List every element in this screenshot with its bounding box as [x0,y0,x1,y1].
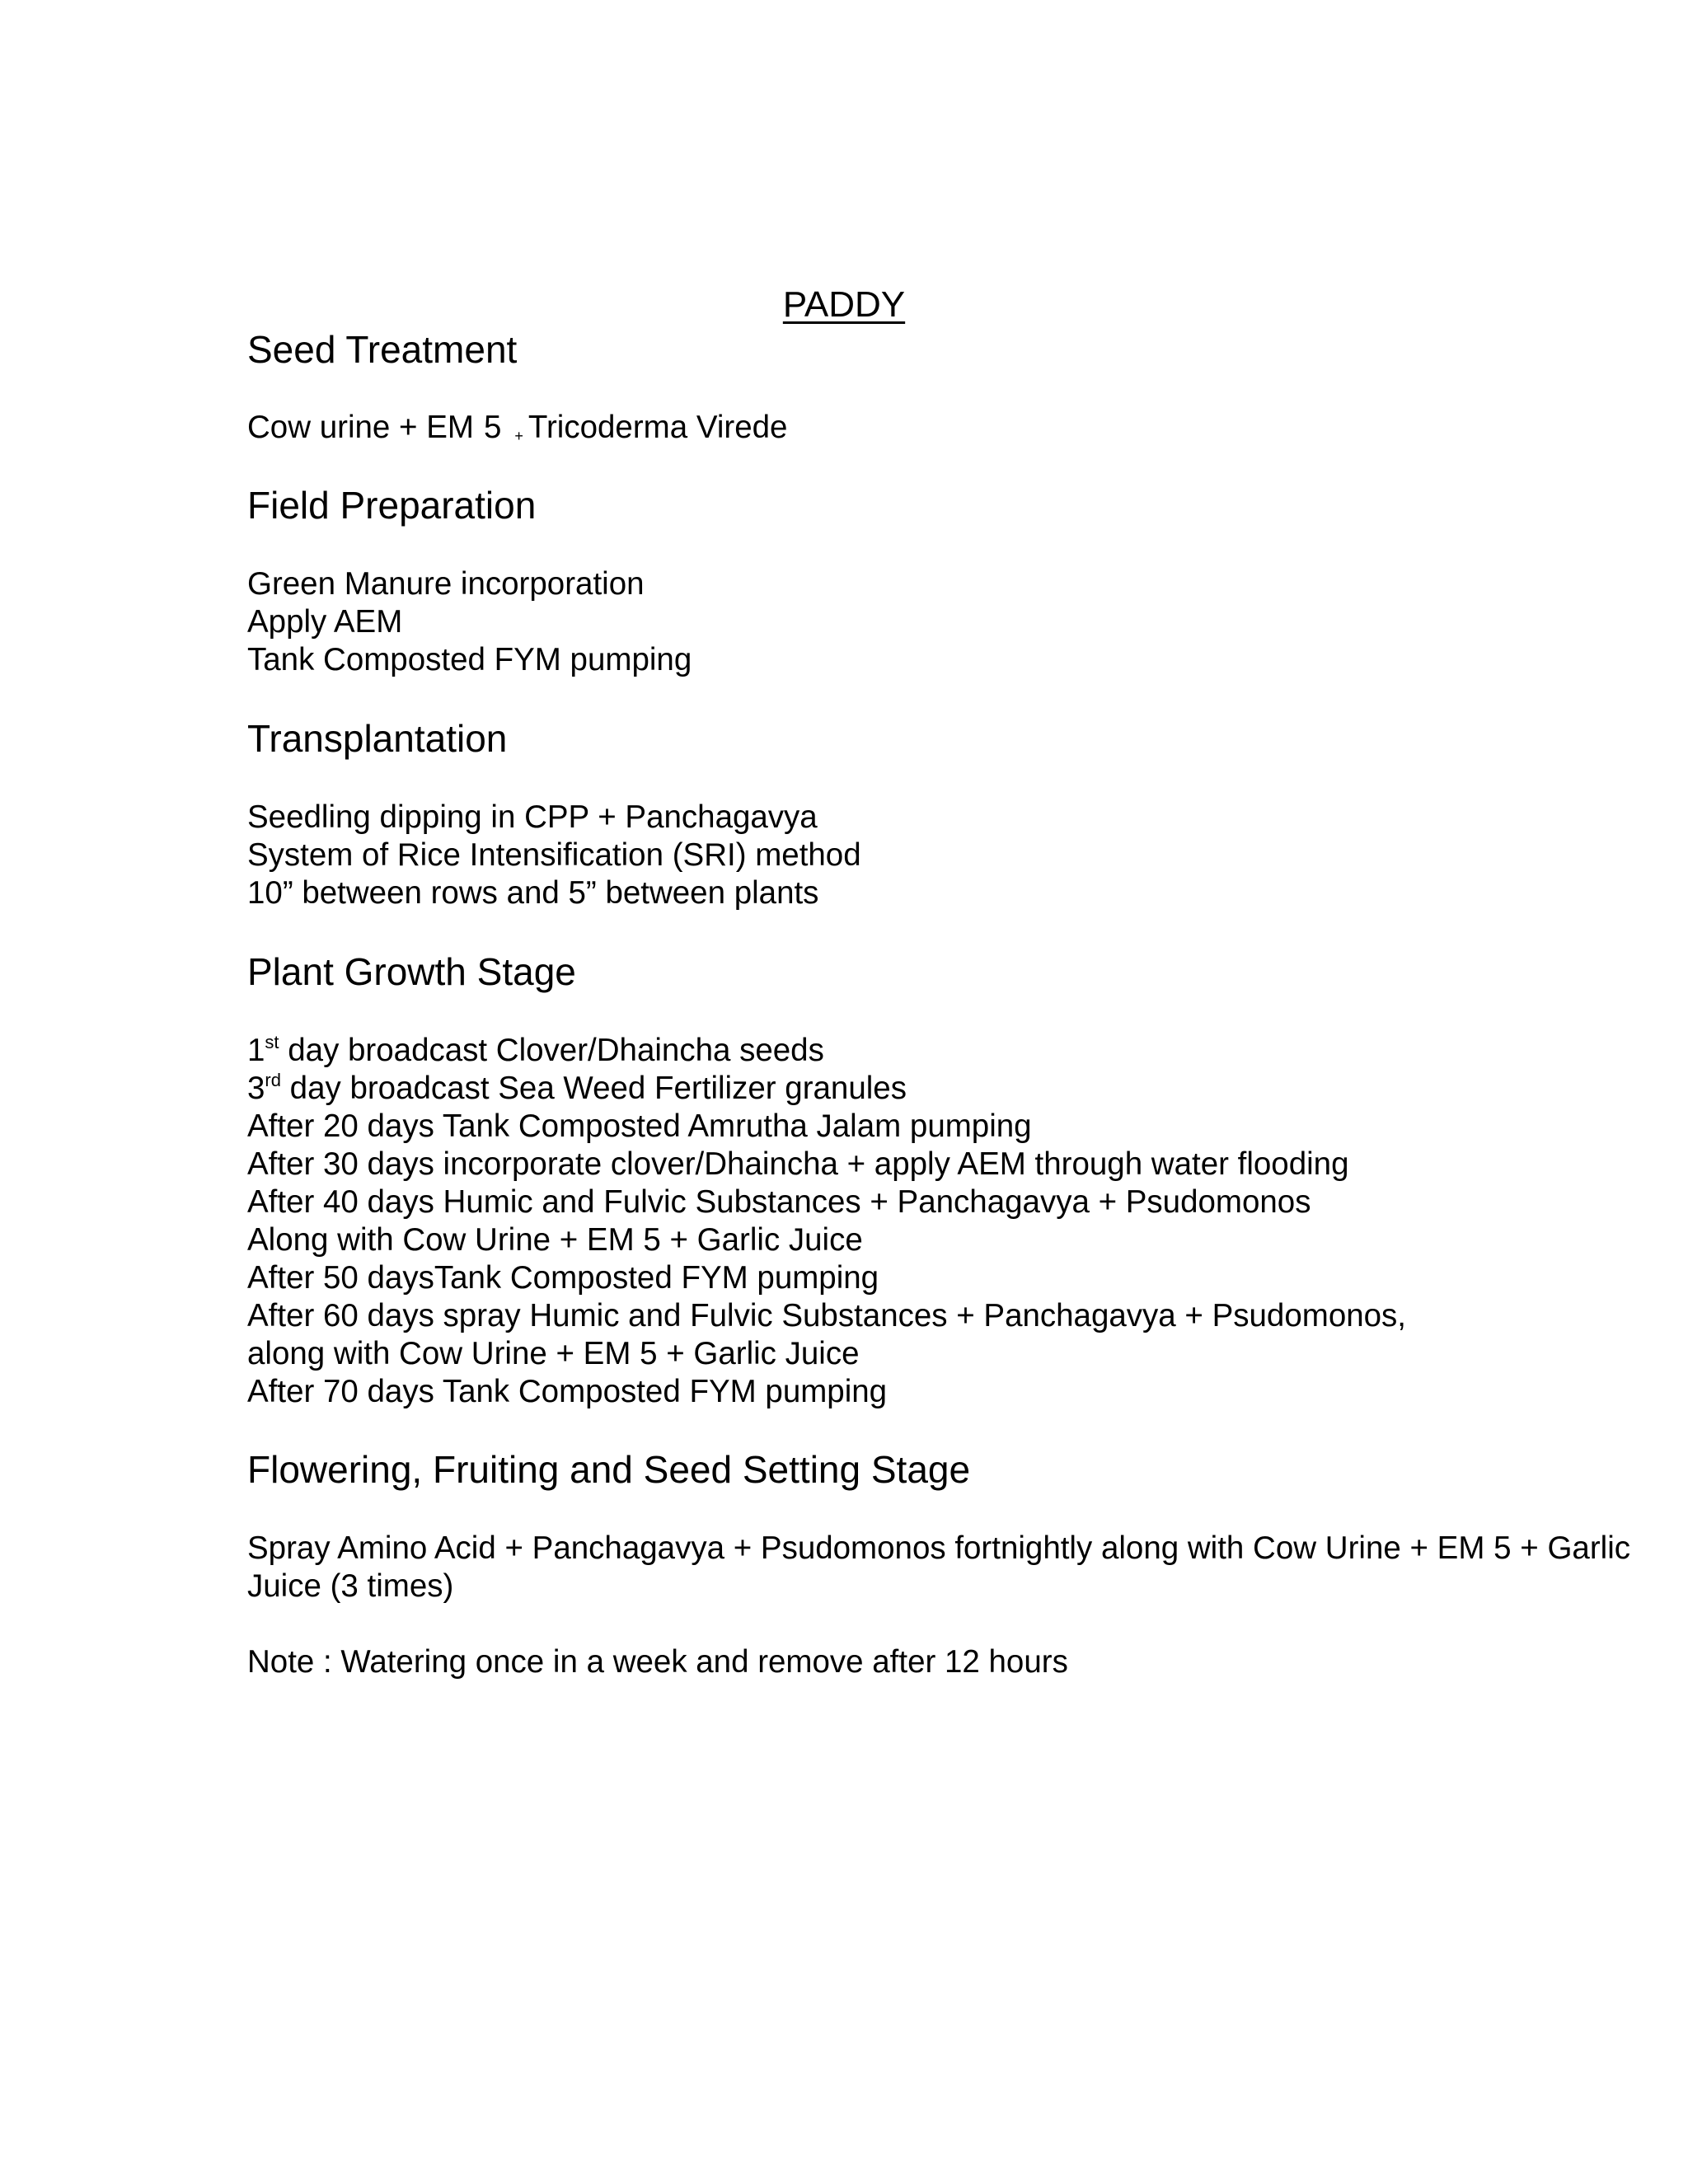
plant-growth-line: After 50 daysTank Composted FYM pumping [247,1260,879,1296]
field-preparation-line: Green Manure incorporation [247,566,645,602]
flowering-stage-paragraph: Spray Amino Acid + Panchagavya + Psudomonos fortnightly along with Cow Urine + EM 5 + Garlic Juice (3 times) [247,1530,1630,1604]
ordinal-suffix: st [265,1032,279,1052]
section-heading-field-preparation: Field Preparation [247,484,537,527]
plant-growth-line-text: day broadcast Sea Weed Fertilizer granules [280,1071,907,1106]
transplantation-line: System of Rice Intensification (SRI) method [247,837,861,873]
plant-growth-line: Along with Cow Urine + EM 5 + Garlic Juice [247,1222,863,1258]
plant-growth-line-text: day broadcast Clover/Dhaincha seeds [279,1033,824,1068]
plant-growth-line [247,1070,907,1108]
field-preparation-line: Tank Composted FYM pumping [247,642,692,677]
page-title [0,284,1688,326]
plant-growth-line: along with Cow Urine + EM 5 + Garlic Juice [247,1336,860,1371]
ordinal-number: 3 [247,1071,265,1106]
plant-growth-line: After 20 days Tank Composted Amrutha Jalam pumping [247,1108,1032,1144]
section-heading-plant-growth-stage: Plant Growth Stage [247,950,576,993]
seed-treatment-part-2: 5 [483,410,502,445]
ordinal-suffix: rd [265,1070,281,1090]
plant-growth-line: After 60 days spray Humic and Fulvic Substances + Panchagavya + Psudomonos, [247,1298,1407,1333]
field-preparation-line: Apply AEM [247,604,403,640]
plant-growth-line: After 30 days incorporate clover/Dhaincha + apply AEM through water flooding [247,1146,1349,1182]
transplantation-line: Seedling dipping in CPP + Panchagavya [247,799,818,835]
section-heading-transplantation: Transplantation [247,717,508,760]
section-heading-flowering-stage: Flowering, Fruiting and Seed Setting Stage [247,1448,971,1491]
section-heading-seed-treatment: Seed Treatment [247,328,518,371]
seed-treatment-part-3: Tricoderma Virede [528,410,788,445]
seed-treatment-part-1: Cow urine + EM [247,410,474,445]
plant-growth-line: After 70 days Tank Composted FYM pumping [247,1374,888,1409]
plant-growth-line: After 40 days Humic and Fulvic Substances + Panchagavya + Psudomonos [247,1184,1311,1220]
small-plus-sign: + [514,428,523,444]
transplantation-line: 10” between rows and 5” between plants [247,875,819,911]
page-title-text: PADDY [782,284,906,325]
seed-treatment-line [247,409,787,455]
plant-growth-line [247,1032,824,1070]
ordinal-number: 1 [247,1033,265,1068]
note-text: Note : Watering once in a week and remove after 12 hours [247,1644,1068,1680]
